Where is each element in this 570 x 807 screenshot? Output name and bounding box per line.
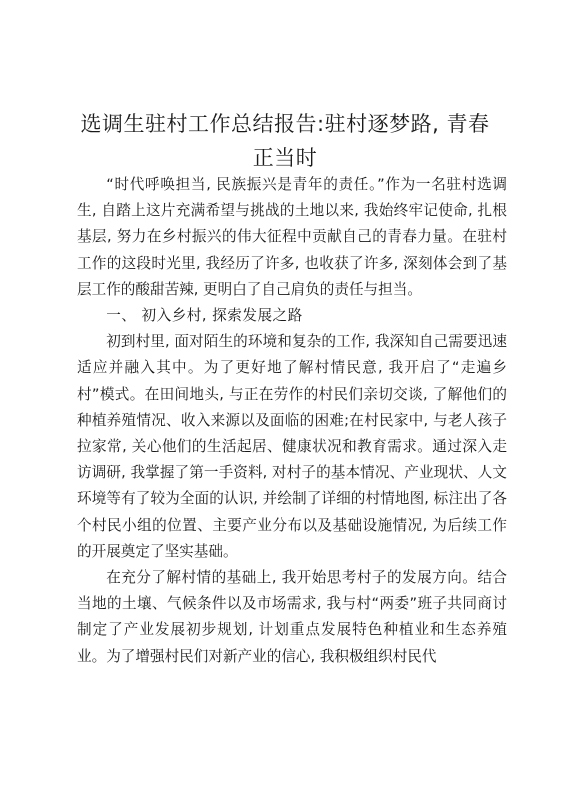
body-paragraph: 初到村里, 面对陌生的环境和复杂的工作, 我深知自己需要迅速适应并融入其中。为了更好地了解村情民意, 我开启了“走遍乡村”模式。在田间地头, 与正在劳作的村民们亲切交谈, 了解他们的种植养殖情况、收入来源以及面临的困难;在村民家中, 与老人孩子拉家常, 关心他们的生活起居、健康状况和教育需求。通过深入走访调研, 我掌握了第一手资料, 对村子的基本情况、产业现状、人文环境等有了较为全面的认识, 并绘制了详细的村情地图, 标注出了各个村民小组的位置、主要产业分布以及基础设施情况, 为后续工作的开展奠定了坚实基础。 (77, 333, 507, 560)
document-title-line-1: 选调生驻村工作总结报告:驻村逐梦路, 青春 (80, 112, 490, 136)
section-heading: 一、 初入乡村, 探索发展之路 (106, 307, 303, 325)
document-body (77, 172, 507, 670)
intro-paragraph: “时代呼唤担当, 民族振兴是青年的责任。”作为一名驻村选调生, 自踏上这片充满希望与挑战的土地以来, 我始终牢记使命, 扎根基层, 努力在乡村振兴的伟大征程中贡献自己的青春力量。在驻村工作的这段时光里, 我经历了许多, 也收获了许多, 深刻体会到了基层工作的酸甜苦辣, 更明白了自己肩负的责任与担当。 (77, 176, 507, 298)
document-title-line-2: 正当时 (252, 146, 318, 170)
body-paragraph: 在充分了解村情的基础上, 我开始思考村子的发展方向。结合当地的土壤、气候条件以及市场需求, 我与村“两委”班子共同商讨制定了产业发展初步规划, 计划重点发展特色种植业和生态养殖业。为了增强村民们对新产业的信心, 我积极组织村民代 (77, 569, 507, 665)
